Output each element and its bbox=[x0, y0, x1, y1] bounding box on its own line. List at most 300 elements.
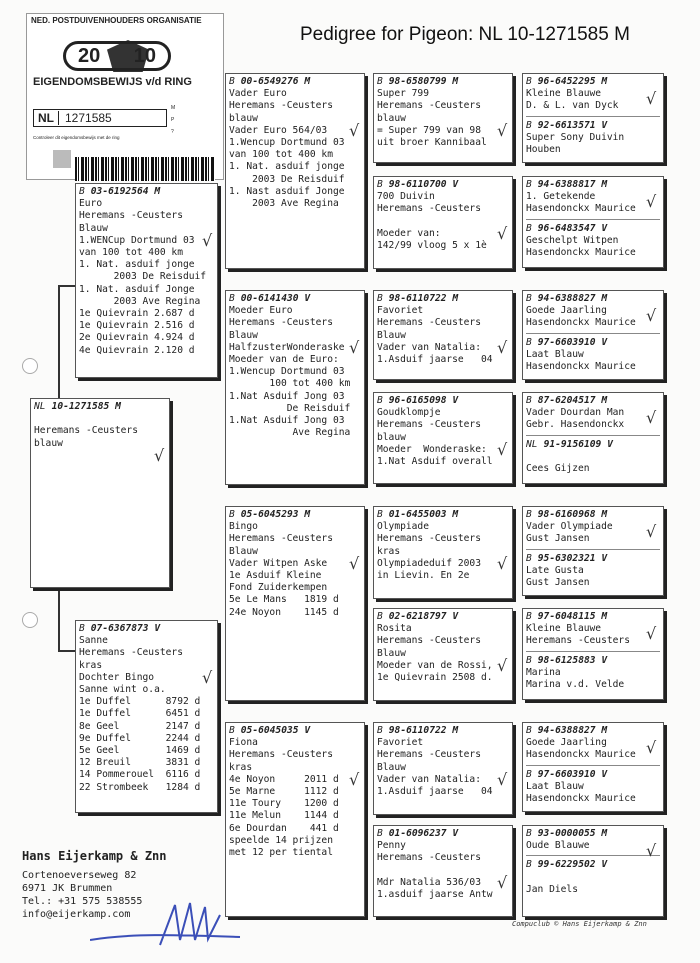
connector bbox=[58, 590, 60, 650]
checkmark-icon: √ bbox=[497, 656, 508, 675]
connector bbox=[58, 285, 76, 287]
card-line: Euro bbox=[79, 198, 103, 210]
checkmark-icon: √ bbox=[349, 554, 360, 573]
card-line: met 12 per tiental bbox=[229, 847, 333, 859]
pigeon-card-fm bbox=[225, 290, 365, 485]
card-line: 9e Duffel 2244 d bbox=[79, 732, 201, 744]
checkmark-icon: √ bbox=[646, 624, 657, 643]
card-line: 5e Geel 1469 d bbox=[79, 745, 201, 757]
ring-code: 97-6603910 V bbox=[537, 768, 608, 780]
card-line: Vader van Natalia: bbox=[377, 773, 481, 785]
checkmark-icon: √ bbox=[497, 440, 508, 459]
signature bbox=[90, 895, 260, 950]
card-ring bbox=[526, 859, 660, 871]
ring-code: 96-6165098 V bbox=[388, 395, 459, 406]
card-ring bbox=[526, 120, 660, 132]
barcode bbox=[75, 157, 215, 181]
card-ring bbox=[229, 76, 361, 88]
year-badge bbox=[63, 41, 171, 71]
card-line: Dochter Bingo bbox=[79, 671, 155, 683]
card-line: 1e Quievrain 2.687 d bbox=[79, 308, 195, 320]
ring-code: 99-6229502 V bbox=[537, 859, 608, 871]
gen4-sub bbox=[526, 219, 660, 260]
card-line: 2003 De Reisduif bbox=[79, 271, 207, 283]
ring-code: 01-6096237 V bbox=[388, 828, 459, 839]
card-line: Olympiadeduif 2003 bbox=[377, 557, 481, 569]
card-ring bbox=[526, 828, 660, 840]
card-line: 4e Quievrain 2.120 d bbox=[79, 344, 195, 356]
card-line: van 100 tot 400 km bbox=[79, 247, 183, 259]
breeder-address: Cortenoeverseweg 82 bbox=[22, 870, 137, 881]
pigeon-card-mm bbox=[225, 722, 365, 917]
card-line: Vader van Natalia: bbox=[377, 341, 481, 353]
card-line: Blauw bbox=[377, 647, 406, 659]
year-right: 10 bbox=[133, 44, 156, 67]
card-line: Hasendonckx Maurice bbox=[526, 317, 636, 329]
card-line: 1. Nast asduif Jonge bbox=[229, 185, 345, 197]
sidebar-code: P bbox=[171, 117, 175, 123]
ring-certificate bbox=[26, 13, 224, 180]
connector bbox=[58, 285, 60, 400]
ring-code: 96-6452295 M bbox=[537, 76, 608, 87]
gen4-card bbox=[522, 506, 664, 596]
card-line: Heremans -Ceusters bbox=[79, 647, 183, 659]
card-line: 1.Nat Asduif Jong 03 bbox=[229, 415, 345, 427]
card-line: uit broer Kannibaal bbox=[377, 137, 487, 149]
checkmark-icon: √ bbox=[349, 121, 360, 140]
card-ring bbox=[526, 179, 660, 191]
card-line: Fond Zuiderkempen bbox=[229, 582, 328, 594]
checkmark-icon: √ bbox=[202, 231, 213, 250]
card-line: Blauw bbox=[229, 329, 258, 341]
card-line: Hasendonckx Maurice bbox=[526, 793, 636, 805]
checkmark-icon: √ bbox=[646, 738, 657, 757]
card-line: 1e Quievrain 2.516 d bbox=[79, 320, 195, 332]
card-line: Vader Witpen Aske bbox=[229, 557, 328, 569]
gen4-card bbox=[522, 176, 664, 268]
gen4-card bbox=[522, 290, 664, 380]
card-line: 5e Le Mans 1819 d bbox=[229, 594, 339, 606]
connector bbox=[58, 650, 76, 652]
breeder-name: Hans Eijerkamp & Znn bbox=[22, 849, 167, 863]
gen4-sub bbox=[526, 855, 660, 896]
ring-code: 98-6125883 V bbox=[537, 654, 608, 666]
card-line: in Lievin. En 2e bbox=[377, 570, 470, 582]
card-ring bbox=[526, 76, 660, 88]
checkmark-icon: √ bbox=[349, 338, 360, 357]
punch-hole bbox=[22, 358, 38, 374]
card-line: kras bbox=[377, 545, 401, 557]
ring-prefix: B bbox=[229, 293, 235, 304]
pigeon-card-fmf bbox=[373, 290, 513, 380]
card-line: Oude Blauwe bbox=[526, 840, 590, 852]
gen4-sub bbox=[526, 549, 660, 590]
ring-prefix: B bbox=[526, 293, 532, 304]
card-ring bbox=[526, 725, 660, 737]
card-ring bbox=[526, 509, 660, 521]
ring-prefix: B bbox=[526, 222, 532, 234]
ring-code: 02-6218797 V bbox=[388, 611, 459, 622]
card-ring bbox=[526, 611, 660, 623]
card-ring bbox=[526, 293, 660, 305]
ring-prefix: B bbox=[526, 552, 532, 564]
checkmark-icon: √ bbox=[646, 841, 657, 860]
checkmark-icon: √ bbox=[497, 770, 508, 789]
card-line: Hasendonckx Maurice bbox=[526, 361, 636, 373]
card-line: 6e Dourdan 441 d bbox=[229, 822, 339, 834]
card-line: = Super 799 van 98 bbox=[377, 124, 481, 136]
card-ring bbox=[377, 179, 509, 191]
gen4-sub bbox=[526, 333, 660, 374]
pigeon-card-ff bbox=[225, 73, 365, 269]
copyright: Compuclub © Hans Eijerkamp & Znn bbox=[512, 920, 647, 928]
gen4-sub bbox=[526, 651, 660, 692]
card-line: 1.Asduif jaarse 04 bbox=[377, 354, 493, 366]
checkmark-icon: √ bbox=[497, 554, 508, 573]
card-ring bbox=[526, 337, 660, 349]
ring-prefix: B bbox=[526, 119, 532, 131]
gen4-sub bbox=[526, 435, 660, 476]
card-ring bbox=[526, 769, 660, 781]
card-line: 2003 Ave Regina bbox=[229, 198, 339, 210]
ring-prefix: B bbox=[526, 828, 532, 839]
control-text: Controleer dit eigendomsbewijs met de ring bbox=[33, 135, 120, 140]
ring-prefix: B bbox=[377, 828, 383, 839]
card-line bbox=[526, 451, 660, 463]
card-line: 22 Strombeek 1284 d bbox=[79, 781, 201, 793]
pigeon-card-mff bbox=[373, 506, 513, 599]
card-line: Sanne bbox=[79, 635, 108, 647]
card-line: Houben bbox=[526, 144, 561, 156]
card-line: kras bbox=[229, 761, 253, 773]
pigeon-card-subject bbox=[30, 398, 170, 588]
card-line: Heremans -Ceusters bbox=[377, 203, 481, 215]
card-ring bbox=[377, 611, 509, 623]
card-line: Goudklompje bbox=[377, 407, 441, 419]
card-line: 1. Nat. asduif jonge bbox=[229, 161, 345, 173]
card-line: Heremans -Ceusters bbox=[229, 100, 333, 112]
ring-code: 94-6388827 M bbox=[537, 725, 608, 736]
card-ring bbox=[229, 509, 361, 521]
card-line: Heremans -Ceusters bbox=[377, 749, 481, 761]
card-line: 24e Noyon 1145 d bbox=[229, 606, 339, 618]
ring-prefix: B bbox=[377, 395, 383, 406]
card-ring bbox=[526, 655, 660, 667]
ring-code: 91-9156109 V bbox=[543, 438, 613, 450]
ring-code: 98-6160968 M bbox=[537, 509, 608, 520]
card-line: 1. Nat. asduif jonge bbox=[79, 259, 195, 271]
card-line: Geschelpt Witpen bbox=[526, 234, 619, 246]
ring-code: 05-6045035 V bbox=[240, 725, 311, 736]
card-ring bbox=[377, 76, 509, 88]
ring-prefix: B bbox=[377, 509, 383, 520]
ring-code: 01-6455003 M bbox=[388, 509, 459, 520]
card-line: 1.Nat Asduif overall bbox=[377, 456, 493, 468]
card-ring bbox=[526, 223, 660, 235]
ring-prefix: B bbox=[526, 859, 532, 871]
card-line bbox=[377, 865, 509, 877]
ring-prefix: B bbox=[377, 76, 383, 87]
card-line: 1. Getekende bbox=[526, 191, 596, 203]
card-line: 1e Duffel 6451 d bbox=[79, 708, 201, 720]
gen4-card bbox=[522, 392, 664, 484]
card-line: Hasendonckx Maurice bbox=[526, 247, 636, 259]
card-line: Moeder Euro bbox=[229, 305, 293, 317]
card-ring bbox=[34, 401, 166, 413]
pigeon-card-mmm bbox=[373, 825, 513, 917]
gen4-card bbox=[522, 825, 664, 917]
ring-prefix: NL bbox=[526, 438, 538, 450]
ring-prefix: B bbox=[526, 654, 532, 666]
card-line: Goede Jaarling bbox=[526, 305, 607, 317]
sidebar-code: ? bbox=[171, 129, 174, 135]
checkmark-icon: √ bbox=[202, 668, 213, 687]
card-line: blauw bbox=[34, 437, 63, 449]
ring-number-box bbox=[33, 109, 167, 127]
card-line: Moeder van de Euro: bbox=[229, 354, 339, 366]
card-ring bbox=[79, 186, 214, 198]
card-line: Gust Jansen bbox=[526, 533, 590, 545]
pigeon-card-mother bbox=[75, 620, 218, 813]
checkmark-icon: √ bbox=[497, 873, 508, 892]
card-line: Jan Diels bbox=[526, 883, 578, 895]
card-line: van 100 tot 400 km bbox=[229, 149, 333, 161]
card-line: 1.Asduif jaarse 04 bbox=[377, 786, 493, 798]
card-line: Marina bbox=[526, 666, 561, 678]
checkmark-icon: √ bbox=[646, 192, 657, 211]
card-line: 4e Noyon 2011 d bbox=[229, 773, 339, 785]
card-line bbox=[377, 216, 509, 228]
ring-country: NL bbox=[34, 111, 59, 125]
ring-code: 94-6388817 M bbox=[537, 179, 608, 190]
org-name: NED. POSTDUIVENHOUDERS ORGANISATIE bbox=[31, 16, 202, 25]
ring-prefix: B bbox=[526, 336, 532, 348]
pigeon-card-mf bbox=[225, 506, 365, 701]
page-title: Pedigree for Pigeon: NL 10-1271585 M bbox=[300, 24, 630, 45]
checkmark-icon: √ bbox=[646, 522, 657, 541]
sidebar-code: M bbox=[171, 105, 176, 111]
card-line: 2003 De Reisduif bbox=[229, 173, 345, 185]
card-line: Vader Euro 564/03 bbox=[229, 124, 328, 136]
checkmark-icon: √ bbox=[646, 306, 657, 325]
card-line: 5e Marne 1112 d bbox=[229, 786, 339, 798]
card-line: 8e Geel 2147 d bbox=[79, 720, 201, 732]
card-line: Hasendonckx Maurice bbox=[526, 749, 636, 761]
checkmark-icon: √ bbox=[154, 446, 165, 465]
card-line: Favoriet bbox=[377, 305, 424, 317]
ring-code: 95-6302321 V bbox=[537, 552, 608, 564]
card-ring bbox=[526, 439, 660, 451]
card-line bbox=[526, 872, 660, 884]
card-line: Heremans -Ceusters bbox=[377, 317, 481, 329]
card-line: Blauw bbox=[229, 545, 258, 557]
checkmark-icon: √ bbox=[497, 121, 508, 140]
gen4-card bbox=[522, 722, 664, 812]
card-line: Heremans -Ceusters bbox=[377, 419, 481, 431]
ring-code: 00-6549276 M bbox=[240, 76, 311, 87]
card-line: Heremans -Ceusters bbox=[79, 210, 183, 222]
ring-code: 00-6141430 V bbox=[240, 293, 311, 304]
card-line: Vader Dourdan Man bbox=[526, 407, 625, 419]
card-line: kras bbox=[79, 659, 103, 671]
card-line: Heremans -Ceusters bbox=[377, 100, 481, 112]
ring-code: 03-6192564 M bbox=[90, 186, 161, 197]
ring-prefix: B bbox=[377, 611, 383, 622]
ring-code: 96-6483547 V bbox=[537, 222, 608, 234]
ring-prefix: B bbox=[229, 725, 235, 736]
card-line: Moeder van: bbox=[377, 227, 441, 239]
ring-prefix: B bbox=[229, 76, 235, 87]
card-line: 142/99 vloog 5 x 1è bbox=[377, 240, 487, 252]
ring-prefix: B bbox=[526, 509, 532, 520]
card-line: Sanne wint o.a. bbox=[79, 684, 166, 696]
card-line: Super 799 bbox=[377, 88, 429, 100]
ring-prefix: B bbox=[229, 509, 235, 520]
card-line: 700 Duivin bbox=[377, 191, 435, 203]
ring-prefix: B bbox=[526, 768, 532, 780]
ring-code: 98-6110722 M bbox=[388, 725, 459, 736]
card-line: Olympiade bbox=[377, 521, 429, 533]
card-line: 2e Quievrain 4.924 d bbox=[79, 332, 195, 344]
card-line: Vader Euro bbox=[229, 88, 287, 100]
card-line: speelde 14 prijzen bbox=[229, 834, 333, 846]
card-line: Late Gusta bbox=[526, 564, 584, 576]
card-ring bbox=[377, 293, 509, 305]
pigeon-card-ffm bbox=[373, 176, 513, 269]
card-ring bbox=[229, 293, 361, 305]
breeder-phone: Tel.: +31 575 538555 bbox=[22, 896, 143, 907]
card-line: Heremans -Ceusters bbox=[377, 852, 481, 864]
card-line: 1.WENCup Dortmund 03 bbox=[79, 234, 195, 246]
card-line: Heremans -Ceusters bbox=[526, 635, 630, 647]
ring-prefix: B bbox=[526, 76, 532, 87]
card-ring bbox=[377, 509, 509, 521]
card-line: Heremans -Ceusters bbox=[377, 533, 481, 545]
card-line: Heremans -Ceusters bbox=[34, 425, 138, 437]
checkmark-icon: √ bbox=[646, 89, 657, 108]
card-line: blauw bbox=[377, 431, 406, 443]
ring-prefix: NL bbox=[34, 401, 46, 412]
punch-hole bbox=[22, 612, 38, 628]
card-ring bbox=[377, 395, 509, 407]
card-line: HalfzusterWonderaske bbox=[229, 341, 345, 353]
gen4-sub bbox=[526, 116, 660, 157]
card-line: 11e Melun 1144 d bbox=[229, 810, 339, 822]
checkmark-icon: √ bbox=[349, 770, 360, 789]
ring-code: 97-6048115 M bbox=[537, 611, 608, 622]
card-ring bbox=[377, 725, 509, 737]
card-line: 1.Wencup Dortmund 03 bbox=[229, 137, 345, 149]
ring-number: 1271585 bbox=[65, 111, 112, 125]
card-line: 1. Nat. asduif Jonge bbox=[79, 283, 195, 295]
card-line: Mdr Natalia 536/03 bbox=[377, 876, 481, 888]
card-line: 12 Breuil 3831 d bbox=[79, 757, 201, 769]
card-line: Blauw bbox=[377, 329, 406, 341]
card-line: 1.Wencup Dortmund 03 bbox=[229, 366, 345, 378]
card-line: 1e Asduif Kleine bbox=[229, 570, 322, 582]
label-sidebar bbox=[171, 102, 175, 138]
ring-prefix: B bbox=[79, 186, 85, 197]
card-ring bbox=[377, 828, 509, 840]
ring-prefix: B bbox=[526, 725, 532, 736]
ring-prefix: B bbox=[377, 293, 383, 304]
pigeon-card-father bbox=[75, 183, 218, 378]
breeder-city: 6971 JK Brummen bbox=[22, 883, 113, 894]
ring-prefix: B bbox=[526, 611, 532, 622]
ring-code: 94-6388827 M bbox=[537, 293, 608, 304]
ownership-text: EIGENDOMSBEWIJS v/d RING bbox=[33, 76, 192, 88]
card-line: Marina v.d. Velde bbox=[526, 679, 625, 691]
ring-code: 87-6204517 M bbox=[537, 395, 608, 406]
card-line: Vader Olympiade bbox=[526, 521, 613, 533]
ring-code: 98-6580799 M bbox=[388, 76, 459, 87]
card-line: blauw bbox=[377, 112, 406, 124]
card-line: Rosita bbox=[377, 623, 412, 635]
card-line: Kleine Blauwe bbox=[526, 88, 602, 100]
pigeon-card-mmf bbox=[373, 722, 513, 815]
card-line: 14 Pommerouel 6116 d bbox=[79, 769, 201, 781]
ring-code: 10-1271585 M bbox=[51, 401, 121, 412]
card-line: Blauw bbox=[79, 222, 108, 234]
checkmark-icon: √ bbox=[497, 224, 508, 243]
checkmark-icon: √ bbox=[497, 338, 508, 357]
card-line: Cees Gijzen bbox=[526, 463, 590, 475]
card-line: Blauw bbox=[377, 761, 406, 773]
ring-prefix: B bbox=[377, 179, 383, 190]
card-line: 1e Quievrain 2508 d. bbox=[377, 672, 493, 684]
pigeon-card-fmm bbox=[373, 392, 513, 484]
card-line: Heremans -Ceusters bbox=[229, 749, 333, 761]
ring-code: 98-6110722 M bbox=[388, 293, 459, 304]
card-line: 1.asduif jaarse Antw bbox=[377, 889, 493, 901]
card-line: blauw bbox=[229, 112, 258, 124]
ring-prefix: B bbox=[526, 395, 532, 406]
card-line: Moeder Wonderaske: bbox=[377, 443, 487, 455]
card-ring bbox=[526, 395, 660, 407]
card-line: Gebr. Hasendonckx bbox=[526, 419, 625, 431]
card-line: 2003 Ave Regina bbox=[79, 295, 201, 307]
breeder-email: info@eijerkamp.com bbox=[22, 909, 131, 920]
card-ring bbox=[229, 725, 361, 737]
card-line bbox=[34, 413, 166, 425]
card-ring bbox=[526, 553, 660, 565]
card-line: Goede Jaarling bbox=[526, 737, 607, 749]
ring-code: 97-6603910 V bbox=[537, 336, 608, 348]
card-line: Penny bbox=[377, 840, 406, 852]
card-line: D. & L. van Dyck bbox=[526, 100, 619, 112]
ring-code: 98-6110700 V bbox=[388, 179, 459, 190]
ring-prefix: B bbox=[377, 725, 383, 736]
ring-prefix: B bbox=[79, 623, 85, 634]
card-line: Heremans -Ceusters bbox=[377, 635, 481, 647]
ring-code: 92-6613571 V bbox=[537, 119, 608, 131]
year-left: 20 bbox=[78, 44, 101, 67]
card-line: Heremans -Ceusters bbox=[229, 533, 333, 545]
card-line: De Reisduif bbox=[229, 402, 351, 414]
card-line: 100 tot 400 km bbox=[229, 378, 351, 390]
card-line: Favoriet bbox=[377, 737, 424, 749]
ring-code: 05-6045293 M bbox=[240, 509, 311, 520]
card-line: Kleine Blauwe bbox=[526, 623, 602, 635]
card-line: Heremans -Ceusters bbox=[229, 317, 333, 329]
card-line: Moeder van de Rossi, bbox=[377, 659, 493, 671]
card-line: 1.Nat Asduif Jong 03 bbox=[229, 390, 345, 402]
card-line: 11e Toury 1200 d bbox=[229, 798, 339, 810]
ring-code: 07-6367873 V bbox=[90, 623, 161, 634]
nl-chip-icon bbox=[53, 150, 71, 168]
card-ring bbox=[79, 623, 214, 635]
card-line: Fiona bbox=[229, 737, 258, 749]
